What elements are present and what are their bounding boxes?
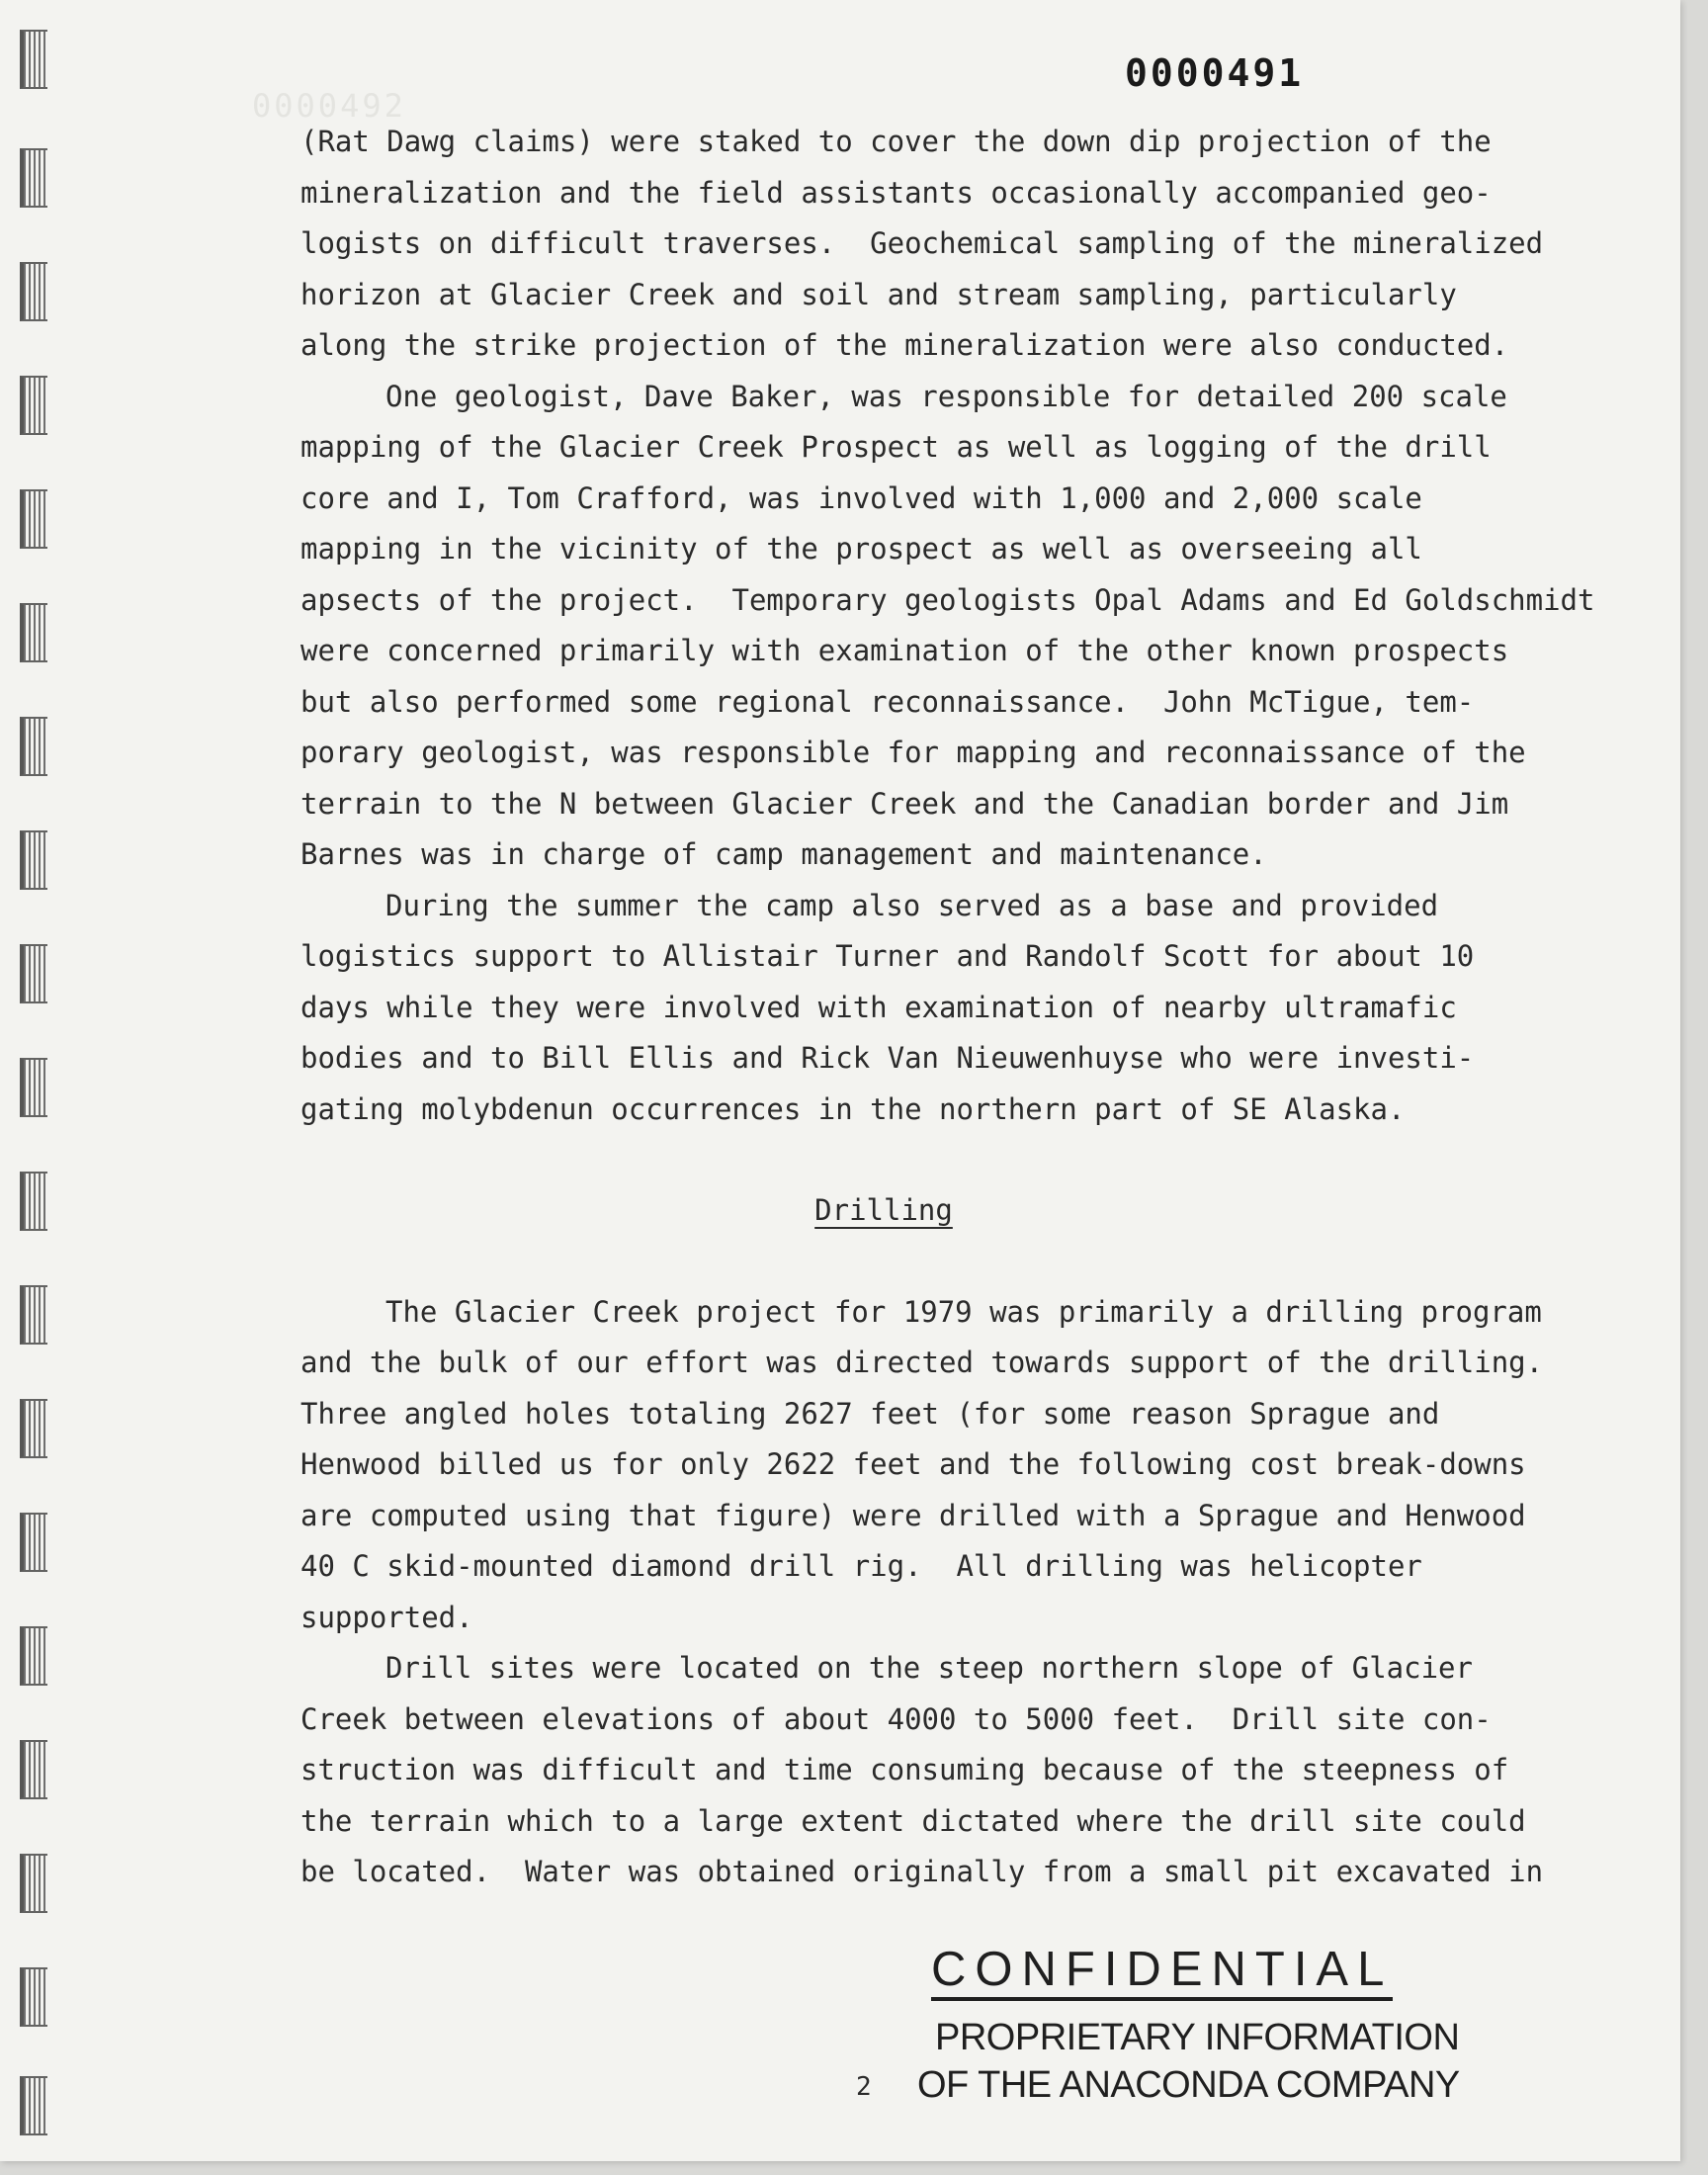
text-line: supported.	[300, 1600, 473, 1634]
text-line: but also performed some regional reconnaissance. John McTigue, tem-	[300, 684, 1475, 719]
text-line: bodies and to Bill Ellis and Rick Van Nieuwenhuyse who were investi-	[300, 1041, 1475, 1075]
text-line: The Glacier Creek project for 1979 was primarily a drilling program	[385, 1294, 1542, 1329]
text-line: the terrain which to a large extent dictated where the drill site could	[300, 1803, 1526, 1838]
punch-hole-mark	[20, 717, 47, 776]
text-line: porary geologist, was responsible for mapping and reconnaissance of the	[300, 736, 1526, 769]
punch-hole-mark	[20, 2076, 47, 2135]
text-line: horizon at Glacier Creek and soil and stream sampling, particularly	[300, 277, 1457, 311]
text-line: 40 C skid-mounted diamond drill rig. All drilling was helicopter	[300, 1549, 1422, 1583]
punch-hole-mark	[20, 603, 47, 662]
punch-hole-mark	[20, 1854, 47, 1913]
text-line: Drill sites were located on the steep northern slope of Glacier	[385, 1651, 1473, 1685]
text-line: apsects of the project. Temporary geologists Opal Adams and Ed Goldschmidt	[300, 582, 1595, 617]
body-text	[300, 117, 1595, 1898]
text-line: are computed using that figure) were drilled with a Sprague and Henwood	[300, 1498, 1526, 1532]
punch-hole-mark	[20, 1399, 47, 1458]
text-line: Three angled holes totaling 2627 feet (for some reason Sprague and	[300, 1396, 1440, 1431]
text-line: along the strike projection of the mineralization were also conducted.	[300, 328, 1509, 362]
punch-hole-mark	[20, 148, 47, 208]
punch-hole-mark	[20, 1967, 47, 2027]
punch-hole-mark	[20, 262, 47, 321]
text-line: and the bulk of our effort was directed towards support of the drilling.	[300, 1346, 1544, 1379]
section-heading	[300, 1185, 1467, 1237]
text-line: mapping in the vicinity of the prospect as well as overseeing all	[300, 532, 1422, 566]
binding-holes	[8, 0, 47, 2161]
punch-hole-mark	[20, 1513, 47, 1572]
text-line: were concerned primarily with examination of the other known prospects	[300, 634, 1509, 667]
text-line: Henwood billed us for only 2622 feet and the following cost break-downs	[300, 1447, 1526, 1481]
punch-hole-mark	[20, 830, 47, 890]
text-line: logistics support to Allistair Turner and Randolf Scott for about 10	[300, 939, 1475, 973]
document-number: 0000491	[1125, 51, 1305, 95]
punch-hole-mark	[20, 1172, 47, 1231]
text-line: Barnes was in charge of camp management and maintenance.	[300, 837, 1267, 871]
paragraph-block-2	[300, 1287, 1585, 1898]
punch-hole-mark	[20, 30, 47, 89]
punch-hole-mark	[20, 489, 47, 549]
text-line: mapping of the Glacier Creek Prospect as well as logging of the drill	[300, 430, 1492, 464]
punch-hole-mark	[20, 376, 47, 435]
text-line: terrain to the N between Glacier Creek and the Canadian border and Jim	[300, 786, 1509, 821]
text-line: struction was difficult and time consuming because of the steepness of	[300, 1753, 1509, 1786]
confidential-stamp: CONFIDENTIAL	[931, 1944, 1393, 2001]
paragraph-block-1	[300, 117, 1595, 1135]
stamp-proprietary-line: PROPRIETARY INFORMATION	[935, 2017, 1460, 2058]
bleed-through-number: 0000492	[252, 87, 406, 125]
section-heading-text: Drilling	[814, 1193, 953, 1227]
text-line: One geologist, Dave Baker, was responsible for detailed 200 scale	[385, 379, 1507, 413]
punch-hole-mark	[20, 944, 47, 1003]
punch-hole-mark	[20, 1740, 47, 1799]
stamp-company-line: OF THE ANACONDA COMPANY	[917, 2064, 1460, 2106]
punch-hole-mark	[20, 1058, 47, 1117]
text-line: gating molybdenun occurrences in the northern part of SE Alaska.	[300, 1091, 1406, 1126]
text-line: be located. Water was obtained originally from a small pit excavated in	[300, 1855, 1544, 1888]
text-line: core and I, Tom Crafford, was involved with 1,000 and 2,000 scale	[300, 480, 1422, 515]
punch-hole-mark	[20, 1285, 47, 1345]
page-number: 2	[856, 2072, 872, 2102]
text-line: mineralization and the field assistants occasionally accompanied geo-	[300, 175, 1492, 210]
text-line: logists on difficult traverses. Geochemical sampling of the mineralized	[300, 226, 1544, 260]
text-line: Creek between elevations of about 4000 to 5000 feet. Drill site con-	[300, 1701, 1492, 1736]
text-line: During the summer the camp also served as a base and provided	[385, 888, 1439, 922]
text-line: days while they were involved with examination of nearby ultramafic	[300, 990, 1457, 1024]
punch-hole-mark	[20, 1626, 47, 1686]
text-line: (Rat Dawg claims) were staked to cover the down dip projection of the	[300, 125, 1492, 158]
